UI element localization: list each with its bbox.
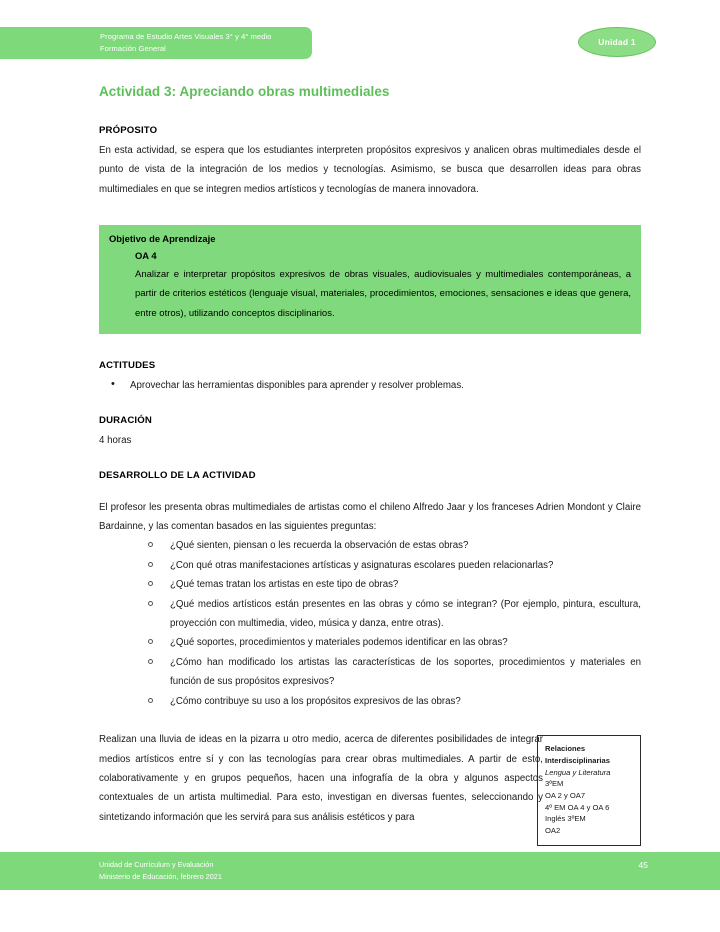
list-item (99, 653, 641, 692)
list-item (99, 595, 641, 634)
page-footer (0, 852, 720, 890)
duracion-heading: DURACIÓN (99, 415, 152, 427)
list-item (99, 556, 641, 575)
circle-bullet-icon (148, 542, 153, 547)
header-band-text (100, 31, 305, 54)
spacer (99, 711, 641, 730)
spacer (99, 199, 641, 225)
side-note-line: 4º EM OA 4 y OA 6 (545, 802, 610, 812)
desarrollo-heading: DESARROLLO DE LA ACTIVIDAD (99, 469, 256, 481)
objetivo-aprendizaje-box (99, 225, 641, 334)
desarrollo-intro: El profesor les presenta obras multimediales de artistas como el chileno Alfredo Jaar y los franceses Adrien Mondont y Claire Bardainne, y las comentan basados en las siguientes preguntas: (99, 501, 641, 533)
oa-text: Analizar e interpretar propósitos expresivos de obras visuales, audiovisuales y multimediales contemporáneas, a partir de criterios estéticos (lenguaje visual, materiales, procedimientos, emociones, sensaciones e ideas que genera, entre otros), utilizando conceptos disciplinarios. (135, 269, 631, 319)
oa-code: OA 4 (135, 250, 157, 262)
list-item-label: ¿Cómo contribuye su uso a los propósitos expresivos de las obras? (170, 695, 461, 707)
list-item-label: ¿Qué soportes, procedimientos y materiales podemos identificar en las obras? (170, 637, 508, 649)
side-note-line: 3ºEM (545, 779, 564, 789)
circle-bullet-icon (148, 659, 153, 664)
list-item (99, 692, 641, 711)
actitudes-heading: ACTITUDES (99, 359, 156, 371)
circle-bullet-icon (148, 601, 153, 606)
list-item-label: ¿Qué sienten, piensan o les recuerda la observación de estas obras? (170, 540, 469, 552)
spacer (99, 396, 641, 415)
header-band-line-2: Formación General (100, 43, 166, 53)
list-item-label: ¿Qué medios artísticos están presentes en las obras y cómo se integran? (Por ejemplo, pintura, escultura, proyección con multimedia, video, música y danza, entre otras). (170, 598, 641, 630)
spacer (99, 451, 641, 470)
header-band-line-1: Programa de Estudio Artes Visuales 3° y 4° medio (100, 32, 272, 41)
spacer (99, 334, 641, 360)
document-content (99, 84, 641, 836)
side-note-line: Inglés 3ºEM (545, 814, 586, 824)
relaciones-interdisciplinarias-box (537, 735, 641, 846)
circle-bullet-icon (148, 562, 153, 567)
final-block (99, 730, 641, 836)
list-item-label: ¿Qué temas tratan los artistas en este tipo de obras? (170, 579, 399, 591)
unit-badge-label: Unidad 1 (598, 37, 636, 47)
duracion-value: 4 horas (99, 435, 132, 447)
side-note-title-line-1: Relaciones (545, 744, 586, 754)
list-item (99, 536, 641, 555)
side-note-title-line-2: Interdisciplinarias (545, 755, 610, 765)
circle-bullet-icon (148, 639, 153, 644)
list-item (99, 575, 641, 594)
oa-box-title: Objetivo de Aprendizaje (109, 233, 216, 245)
footer-line-2: Ministerio de Educación, febrero 2021 (99, 871, 222, 881)
unit-badge (578, 27, 656, 57)
side-note-line: OA 2 y OA7 (545, 790, 586, 800)
final-paragraph: Realizan una lluvia de ideas en la pizarra u otro medio, acerca de diferentes posibilidades de integrar medios artísticos entre sí y con las tecnologías para crear obras multimediales. A partir de esto, colaborativamente y en grupos pequeños, hacen una infografía de la obra y algunos aspectos contextuales de un artista multimedial. Para esto, investigan en diversas fuentes, seleccionando y sintetizando información que les servirá para sus análisis estéticos y para (99, 734, 543, 823)
page-number: 45 (638, 860, 648, 870)
spacer (99, 486, 641, 498)
circle-bullet-icon (148, 581, 153, 586)
list-item-label: ¿Cómo han modificado los artistas las características de los soportes, procedimientos y materiales en función de sus propósitos expresivos? (170, 656, 641, 688)
actitudes-list (99, 376, 641, 395)
proposito-text: En esta actividad, se espera que los estudiantes interpreten propósitos expresivos y analicen obras multimediales desde el punto de vista de la integración de los medios y tecnologías. Asimismo, se busca que desarrollen ideas para obras multimediales en que se integren medios artísticos y tecnologías de manera innovadora. (99, 145, 641, 195)
footer-line-1: Unidad de Currículum y Evaluación (99, 860, 214, 869)
footer-text (99, 859, 222, 882)
proposito-heading: PRÓPOSITO (99, 125, 158, 136)
list-item-label: ¿Con qué otras manifestaciones artísticas y asignaturas escolares pueden relacionarlas? (170, 559, 554, 571)
list-item (99, 633, 641, 652)
desarrollo-question-list (99, 536, 641, 711)
list-item: • Aprovechar las herramientas disponibles para aprender y resolver problemas. (99, 376, 641, 395)
side-note-subject: Lengua y Literatura (545, 767, 611, 777)
side-note-line: OA2 (545, 826, 561, 836)
page-header (0, 27, 720, 59)
page-title: Actividad 3: Apreciando obras multimediales (99, 84, 390, 99)
circle-bullet-icon (148, 698, 153, 703)
